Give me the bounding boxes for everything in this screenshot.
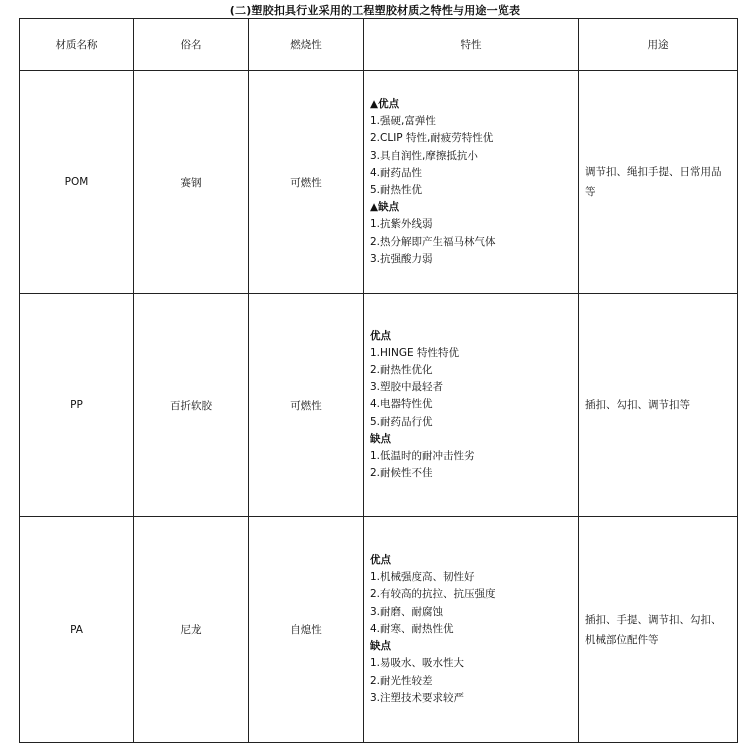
feature-line: 5.耐药品行优 (370, 415, 433, 428)
feature-line: 3.塑胶中最轻者 (370, 381, 444, 394)
cell-usage: 插扣、手提、调节扣、勾扣、机械部位配件等 (579, 517, 738, 743)
cell-common-name: 尼龙 (134, 517, 249, 743)
cell-material: POM (20, 71, 134, 294)
feature-line: 1.易吸水、吸水性大 (370, 657, 465, 670)
header-features: 特性 (364, 19, 579, 71)
feature-line: 缺点 (370, 640, 391, 653)
feature-line: 优点 (370, 329, 391, 342)
feature-line: 1.强硬,富弹性 (370, 115, 436, 128)
cell-flammability: 自熄性 (249, 517, 364, 743)
feature-line: 2.耐候性不佳 (370, 467, 433, 480)
document-title: (二)塑胶扣具行业采用的工程塑胶材质之特性与用途一览表 (229, 4, 521, 17)
feature-line: 4.电器特性优 (370, 398, 433, 411)
feature-line: 1.低温时的耐冲击性劣 (370, 450, 475, 462)
feature-line: 1.抗紫外线弱 (370, 218, 433, 231)
feature-line: 1.HINGE 特性特优 (370, 346, 459, 359)
cell-common-name: 赛钢 (134, 71, 249, 294)
cell-features (364, 71, 579, 294)
header-usage: 用途 (579, 19, 738, 71)
feature-line: 3.注塑技术要求较严 (370, 691, 465, 704)
cell-features (364, 294, 579, 517)
feature-line: 2.热分解即产生福马林气体 (370, 235, 496, 248)
feature-line: 优点 (370, 554, 391, 567)
feature-line: 4.耐药品性 (370, 166, 423, 179)
cell-material: PA (20, 517, 134, 743)
feature-line: 2.CLIP 特性,耐疲劳特性优 (370, 132, 494, 145)
cell-usage: 插扣、勾扣、调节扣等 (579, 294, 738, 517)
feature-line: 2.有较高的抗拉、抗压强度 (370, 588, 496, 601)
feature-line: 3.具自润性,摩擦抵抗小 (370, 149, 478, 162)
cell-material: PP (20, 294, 134, 517)
feature-line: 1.机械强度高、韧性好 (370, 571, 475, 584)
header-flammability: 燃烧性 (249, 19, 364, 71)
feature-line: ▲优点 (370, 97, 400, 110)
cell-usage: 调节扣、绳扣手提、日常用品等 (579, 71, 738, 294)
properties-table (19, 18, 738, 743)
cell-features (364, 517, 579, 743)
feature-line: 4.耐寒、耐热性优 (370, 622, 454, 635)
feature-line: 3.耐磨、耐腐蚀 (370, 605, 444, 618)
feature-line: 3.抗强酸力弱 (370, 252, 433, 265)
cell-flammability: 可燃性 (249, 71, 364, 294)
feature-line: 2.耐光性较差 (370, 674, 433, 687)
table-row (20, 71, 738, 294)
cell-flammability: 可燃性 (249, 294, 364, 517)
feature-line: 5.耐热性优 (370, 184, 423, 196)
table-header-row (20, 19, 738, 71)
feature-line: 2.耐热性优化 (370, 363, 433, 376)
cell-common-name: 百折软胶 (134, 294, 249, 517)
header-material: 材质名称 (20, 19, 134, 71)
feature-line: ▲缺点 (370, 201, 400, 214)
table-row (20, 294, 738, 517)
header-common-name: 俗名 (134, 19, 249, 71)
table-row (20, 517, 738, 743)
feature-line: 缺点 (370, 432, 391, 445)
